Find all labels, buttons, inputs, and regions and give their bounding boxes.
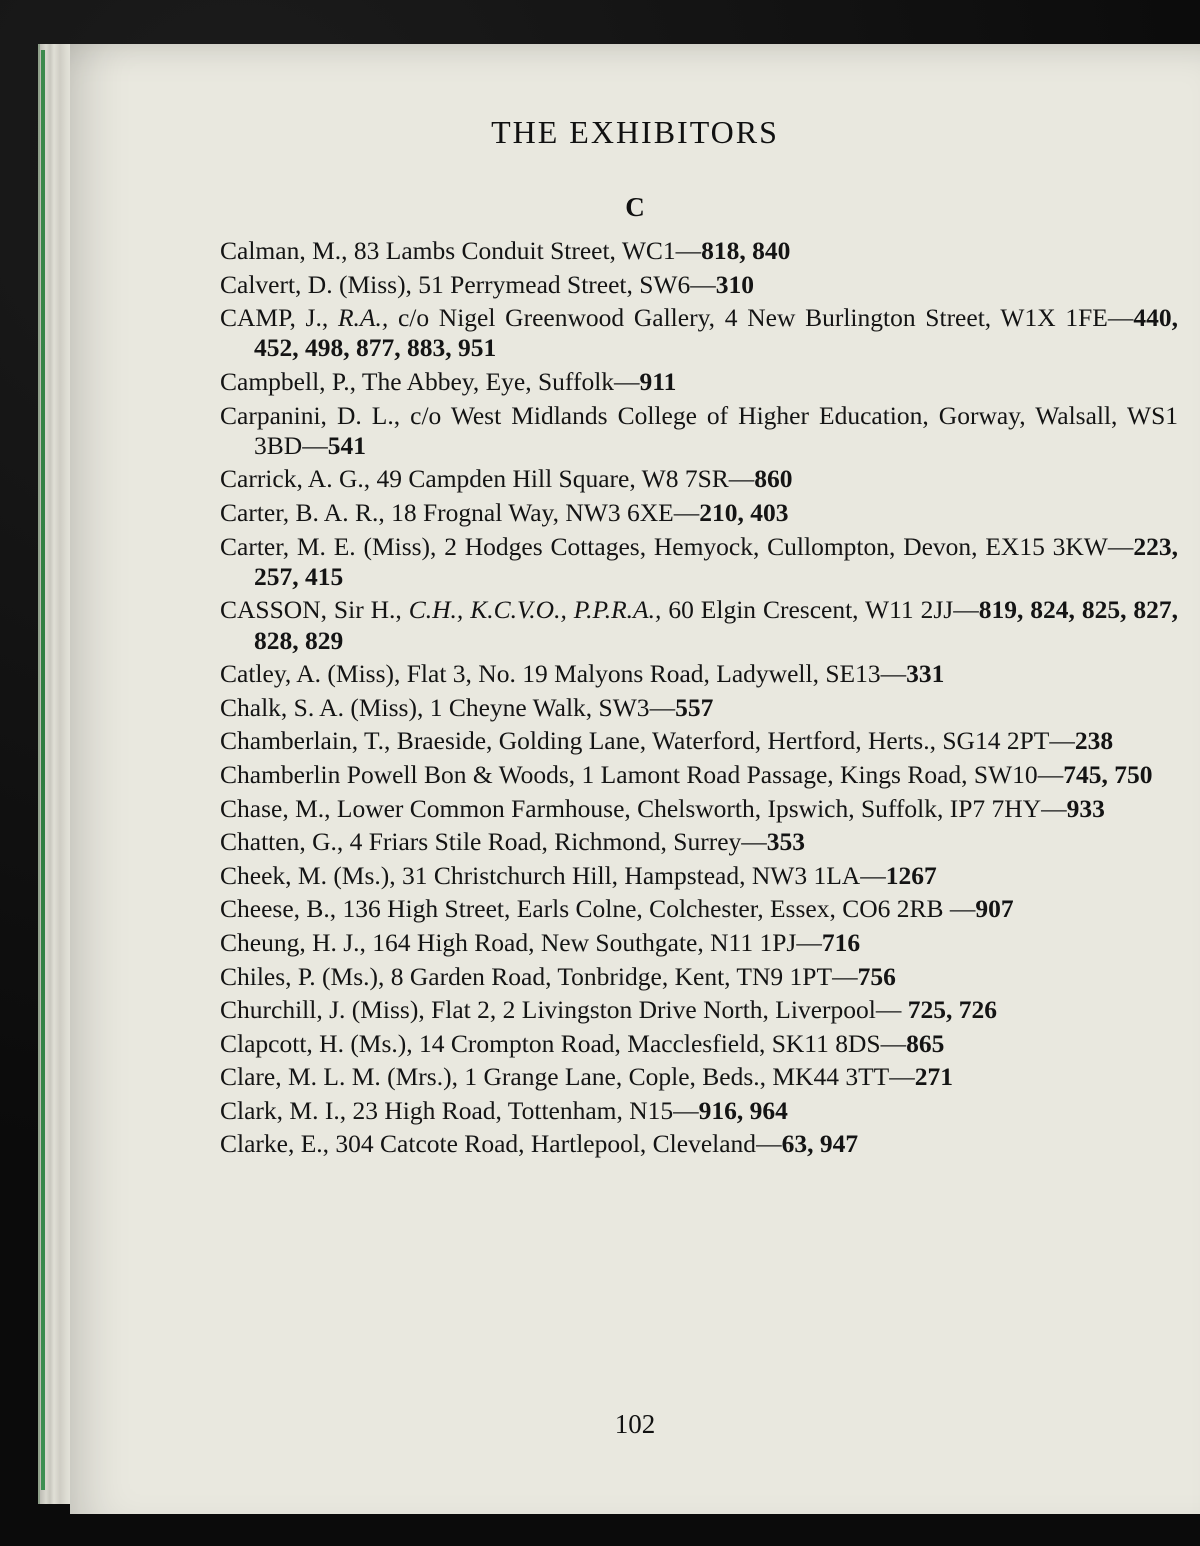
exhibitor-entry xyxy=(220,464,1178,494)
entry-text: Carrick, A. G., 49 Campden Hill Square, W8 7SR xyxy=(220,464,729,494)
book-page xyxy=(70,44,1200,1514)
exhibitor-entry xyxy=(220,532,1178,592)
book-cover-edge xyxy=(41,50,45,1490)
entry-numbers: 271 xyxy=(914,1062,954,1092)
entry-title: C.H., K.C.V.O., P.P.R.A., xyxy=(408,595,662,625)
entry-numbers: 865 xyxy=(906,1028,945,1058)
exhibitor-entry xyxy=(220,962,1178,992)
entry-text: Carter, M. E. (Miss), 2 Hodges Cottages, Hemyock, Cullompton, Devon, EX15 3KW xyxy=(220,531,1108,561)
entry-numbers: 911 xyxy=(639,366,677,396)
entry-numbers: 310 xyxy=(715,269,754,299)
exhibitor-entry xyxy=(220,1096,1178,1126)
exhibitor-entry xyxy=(220,861,1178,891)
entry-text: Chase, M., Lower Common Farmhouse, Chelsworth, Ipswich, Suffolk, IP7 7HY xyxy=(220,793,1042,823)
entry-numbers: 1267 xyxy=(885,860,937,890)
entry-text: Clark, M. I., 23 High Road, Tottenham, N15 xyxy=(220,1095,674,1125)
entry-numbers: 63, 947 xyxy=(781,1129,859,1159)
entry-numbers: 916, 964 xyxy=(698,1095,788,1125)
entry-numbers: 818, 840 xyxy=(701,236,791,265)
entry-text: Clarke, E., 304 Catcote Road, Hartlepool, Cleveland xyxy=(220,1129,757,1159)
exhibitor-entry xyxy=(220,659,1178,689)
entry-text: Carpanini, D. L., c/o West Midlands College of Higher Education, Gorway, Walsall, WS1 3BD xyxy=(220,400,1178,460)
exhibitor-entry xyxy=(220,827,1178,857)
entry-text: Chatten, G., 4 Friars Stile Road, Richmond, Surrey xyxy=(220,827,742,857)
entry-text: Catley, A. (Miss), Flat 3, No. 19 Malyons Road, Ladywell, SE13 xyxy=(220,659,881,689)
exhibitor-entry xyxy=(220,693,1178,723)
entry-text: Calvert, D. (Miss), 51 Perrymead Street, SW6 xyxy=(220,269,691,299)
entry-numbers: 541 xyxy=(327,430,366,460)
exhibitor-entry xyxy=(220,794,1178,824)
entry-numbers: 223, 257, 415 xyxy=(254,531,1178,591)
entry-numbers: 238 xyxy=(1074,726,1114,756)
section-letter: C xyxy=(625,192,645,222)
exhibitor-entry xyxy=(220,498,1178,528)
entry-numbers: 210, 403 xyxy=(699,497,789,527)
entry-text: Chamberlin Powell Bon & Woods, 1 Lamont Road Passage, Kings Road, SW10 xyxy=(220,759,1038,789)
entry-name: CASSON, Sir H., xyxy=(220,595,402,625)
exhibitor-entry xyxy=(220,760,1178,790)
exhibitor-entry xyxy=(220,595,1178,655)
exhibitor-entry xyxy=(220,928,1178,958)
entry-text: Clare, M. L. M. (Mrs.), 1 Grange Lane, Cople, Beds., MK44 3TT xyxy=(220,1062,890,1092)
page-header: THE EXHIBITORS xyxy=(491,114,779,150)
entry-text: Chalk, S. A. (Miss), 1 Cheyne Walk, SW3 xyxy=(220,692,650,722)
entry-text: Campbell, P., The Abbey, Eye, Suffolk xyxy=(220,366,615,396)
entry-text: Cheek, M. (Ms.), 31 Christchurch Hill, Hampstead, NW3 1LA xyxy=(220,860,861,890)
exhibitor-entry xyxy=(220,726,1178,756)
entry-numbers: 353 xyxy=(766,827,806,857)
entry-text: Clapcott, H. (Ms.), 14 Crompton Road, Macclesfield, SK11 8DS xyxy=(220,1028,881,1058)
exhibitor-entry xyxy=(220,270,1178,300)
entry-numbers: 860 xyxy=(754,464,793,494)
exhibitor-list xyxy=(220,236,1178,1163)
entry-text: Churchill, J. (Miss), Flat 2, 2 Livingston Drive North, Liverpool xyxy=(220,995,876,1025)
exhibitor-entry xyxy=(220,236,1178,266)
entry-numbers: 557 xyxy=(675,692,714,722)
entry-numbers: 756 xyxy=(857,961,896,991)
page-number: 102 xyxy=(614,1409,656,1439)
exhibitor-entry xyxy=(220,995,1178,1025)
entry-numbers: 725, 726 xyxy=(907,995,997,1025)
entry-numbers: 907 xyxy=(975,894,1014,924)
entry-title: R.A., xyxy=(337,303,389,333)
exhibitor-entry xyxy=(220,1062,1178,1092)
entry-numbers: 331 xyxy=(906,659,945,689)
entry-text: Cheung, H. J., 164 High Road, New Southgate, N11 1PJ xyxy=(220,927,797,957)
entry-text: c/o Nigel Greenwood Gallery, 4 New Burlington Street, W1X 1FE xyxy=(397,303,1108,333)
entry-numbers: 933 xyxy=(1066,793,1105,823)
entry-text: 60 Elgin Crescent, W11 2JJ xyxy=(668,595,954,625)
exhibitor-entry xyxy=(220,1129,1178,1159)
exhibitor-entry xyxy=(220,1029,1178,1059)
entry-text: Cheese, B., 136 High Street, Earls Colne, Colchester, Essex, CO6 2RB xyxy=(220,894,944,924)
entry-numbers: 440, 452, 498, 877, 883, 951 xyxy=(254,303,1178,363)
entry-numbers: 716 xyxy=(821,927,861,957)
exhibitor-entry xyxy=(220,894,1178,924)
entry-text: Calman, M., 83 Lambs Conduit Street, WC1 xyxy=(220,236,676,265)
entry-text: Chiles, P. (Ms.), 8 Garden Road, Tonbridge, Kent, TN9 1PT xyxy=(220,961,833,991)
exhibitor-entry xyxy=(220,303,1178,363)
exhibitor-entry xyxy=(220,367,1178,397)
entry-name: CAMP, J., xyxy=(220,303,329,333)
entry-text: Carter, B. A. R., 18 Frognal Way, NW3 6XE xyxy=(220,497,674,527)
entry-numbers: 819, 824, 825, 827, 828, 829 xyxy=(254,595,1179,655)
exhibitor-entry xyxy=(220,401,1178,461)
entry-text: Chamberlain, T., Braeside, Golding Lane, Waterford, Hertford, Herts., SG14 2PT xyxy=(220,726,1050,756)
entry-numbers: 745, 750 xyxy=(1063,759,1153,789)
